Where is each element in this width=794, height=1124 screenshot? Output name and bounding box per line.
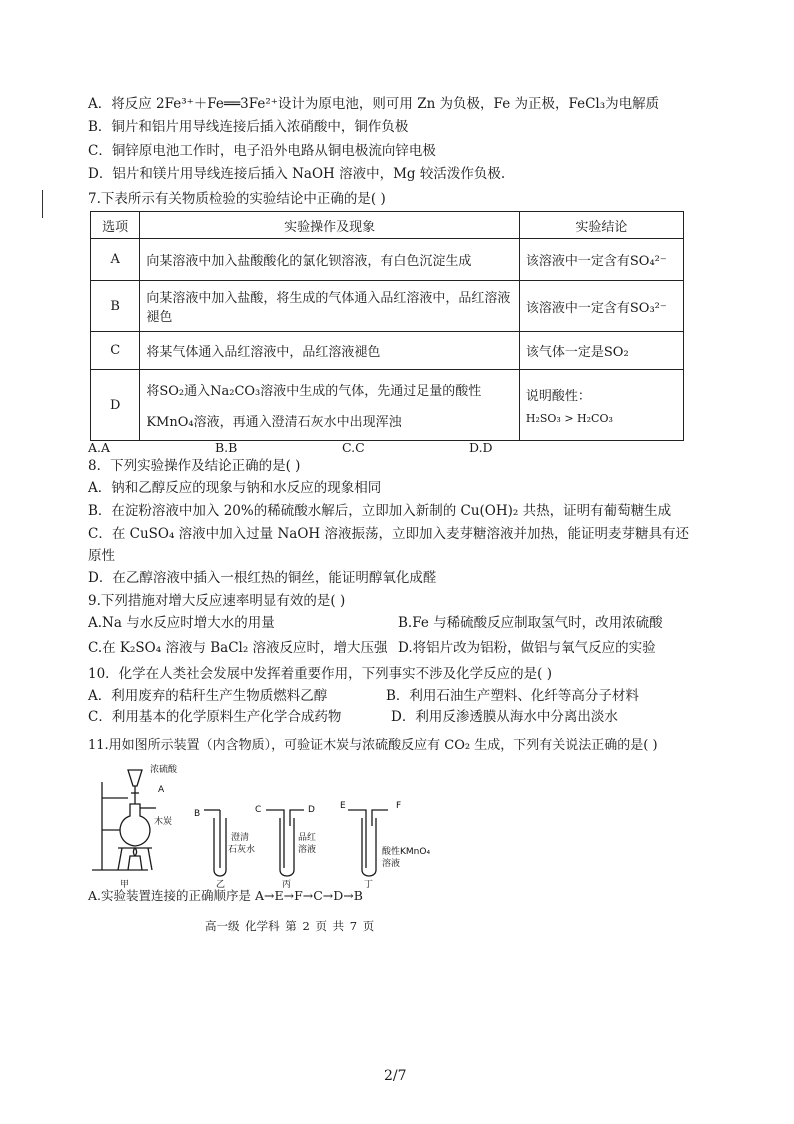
q9-option-b: B.Fe 与稀硫酸反应制取氢气时，改用浓硫酸	[398, 615, 663, 631]
label-conc-acid: 浓硫酸	[150, 765, 178, 775]
q7-answer-d: D.D	[469, 440, 493, 455]
q11-stem: 11.用如图所示装置（内含物质），可验证木炭与浓硫酸反应有 CO₂ 生成，下列有关说法正确的是( )	[88, 738, 658, 753]
q7-row-d-conclusion	[519, 370, 683, 441]
q7-row-b-conclusion: 该溶液中一定含有SO₃²⁻	[519, 281, 683, 332]
q9-option-c: C.在 K₂SO₄ 溶液与 BaCl₂ 溶液反应时，增大压强	[88, 640, 388, 656]
q7-answer-c: C.C	[342, 440, 365, 455]
label-kmno4-2: 溶液	[382, 859, 401, 869]
q8-option-a: A．钠和乙醇反应的现象与钠和水反应的现象相同	[88, 480, 382, 496]
label-ding: 丁	[364, 880, 374, 890]
q6-option-c: C．铜锌原电池工作时，电子沿外电路从铜电极流向锌电极	[88, 143, 436, 159]
label-charcoal: 木炭	[154, 817, 173, 827]
label-limewater-2: 石灰水	[228, 845, 256, 855]
q7-row-a-option: A	[91, 239, 140, 281]
label-fuchsin-1: 品红	[298, 833, 317, 843]
q8-option-d: D．在乙醇溶液中插入一根红热的铜丝，能证明醇氧化成醛	[88, 570, 437, 586]
label-fuchsin-2: 溶液	[298, 845, 317, 855]
q9-stem: 9.下列措施对增大反应速率明显有效的是( )	[88, 593, 346, 609]
separatory-funnel	[128, 770, 142, 786]
label-limewater-1: 澄清	[231, 833, 250, 843]
alcohol-lamp	[128, 856, 142, 870]
q7-header-conclusion: 实验结论	[519, 212, 683, 239]
q6-option-b: B．铜片和铝片用导线连接后插入浓硝酸中，铜作负极	[88, 119, 409, 135]
q7-row-a-operation: 向某溶液中加入盐酸酸化的氯化钡溶液，有白色沉淀生成	[140, 239, 520, 281]
q8-option-c-cont: 原性	[88, 548, 115, 564]
q6-option-a: A．将反应 2Fe³⁺＋Fe══3Fe²⁺设计为原电池，则可用 Zn 为负极，Fe 为正极，FeCl₃为电解质	[88, 96, 660, 112]
q9-option-a: A.Na 与水反应时增大水的用量	[88, 615, 275, 631]
q7-answer-a: A.A	[88, 440, 111, 455]
q7-header-option: 选项	[91, 212, 140, 239]
q7-row-b-operation: 向某溶液中加入盐酸，将生成的气体通入品红溶液中，品红溶液褪色	[140, 281, 520, 332]
q10-stem: 10．化学在人类社会发展中发挥着重要作用，下列事实不涉及化学反应的是( )	[88, 666, 553, 682]
q7-row-d-operation	[140, 370, 520, 441]
q9-option-d: D.将铝片改为铝粉，做铝与氧气反应的实验	[398, 640, 656, 656]
q7-row-c-option: C	[91, 332, 140, 370]
table-row	[91, 239, 684, 281]
page-footer: 高一级 化学科 第 2 页 共 7 页	[205, 919, 375, 933]
label-bing: 丙	[282, 880, 292, 890]
tube-ding	[362, 818, 376, 876]
q7-row-c-operation: 将某气体通入品红溶液中，品红溶液褪色	[140, 332, 520, 370]
label-f: F	[396, 801, 402, 811]
q7-row-d-conclusion-line2: H₂SO₃ > H₂CO₃	[525, 412, 613, 425]
q11-option-a: A.实验装置连接的正确顺序是 A→E→F→C→D→B	[88, 888, 363, 903]
q7-row-d-operation-line2: KMnO₄溶液，再通入澄清石灰水中出现浑浊	[146, 415, 402, 430]
margin-mark	[42, 190, 43, 218]
label-c: C	[255, 805, 262, 815]
q7-stem: 7.下表所示有关物质检验的实验结论中正确的是( )	[88, 191, 386, 207]
q7-row-b-option: B	[91, 281, 140, 332]
label-kmno4-1: 酸性KMnO₄	[382, 847, 431, 857]
q7-header-operation: 实验操作及现象	[140, 212, 520, 239]
q10-option-c: C．利用基本的化学原料生产化学合成药物	[88, 709, 342, 725]
q7-row-d-operation-line1: 将SO₂通入Na₂CO₃溶液中生成的气体，先通过足量的酸性	[146, 384, 482, 399]
page-indicator: 2/7	[384, 1068, 407, 1084]
label-d: D	[308, 805, 315, 815]
label-e: E	[340, 801, 346, 811]
q8-option-b: B．在淀粉溶液中加入 20%的稀硫酸水解后，立即加入新制的 Cu(OH)₂ 共热，证明有葡萄糖生成	[88, 503, 672, 519]
apparatus-diagram	[90, 760, 460, 890]
table-row	[91, 370, 684, 441]
tube-bing	[280, 818, 294, 876]
table-row	[91, 332, 684, 370]
q8-stem: 8．下列实验操作及结论正确的是( )	[88, 458, 301, 474]
q7-row-c-conclusion: 该气体一定是SO₂	[519, 332, 683, 370]
q6-option-d: D．铝片和镁片用导线连接后插入 NaOH 溶液中，Mg 较活泼作负极.	[88, 166, 506, 182]
q7-answer-b: B.B	[215, 440, 238, 455]
q8-option-c: C．在 CuSO₄ 溶液中加入过量 NaOH 溶液振荡，立即加入麦芽糖溶液并加热，能证明麦芽糖具有还	[88, 526, 689, 542]
q10-option-d: D．利用反渗透膜从海水中分离出淡水	[391, 709, 618, 725]
q7-row-d-option: D	[91, 370, 140, 441]
table-row	[91, 281, 684, 332]
label-b: B	[194, 809, 201, 819]
label-a: A	[158, 785, 165, 795]
q7-row-a-conclusion: 该溶液中一定含有SO₄²⁻	[519, 239, 683, 281]
label-jia: 甲	[120, 880, 130, 890]
label-yi: 乙	[216, 880, 226, 890]
q7-table	[90, 211, 684, 441]
q10-option-a: A．利用废弃的秸秆生产生物质燃料乙醇	[88, 688, 328, 704]
q10-option-b: B．利用石油生产塑料、化纤等高分子材料	[386, 688, 639, 704]
round-bottom-flask	[120, 804, 150, 846]
q7-row-d-conclusion-line1: 说明酸性：	[525, 389, 591, 404]
